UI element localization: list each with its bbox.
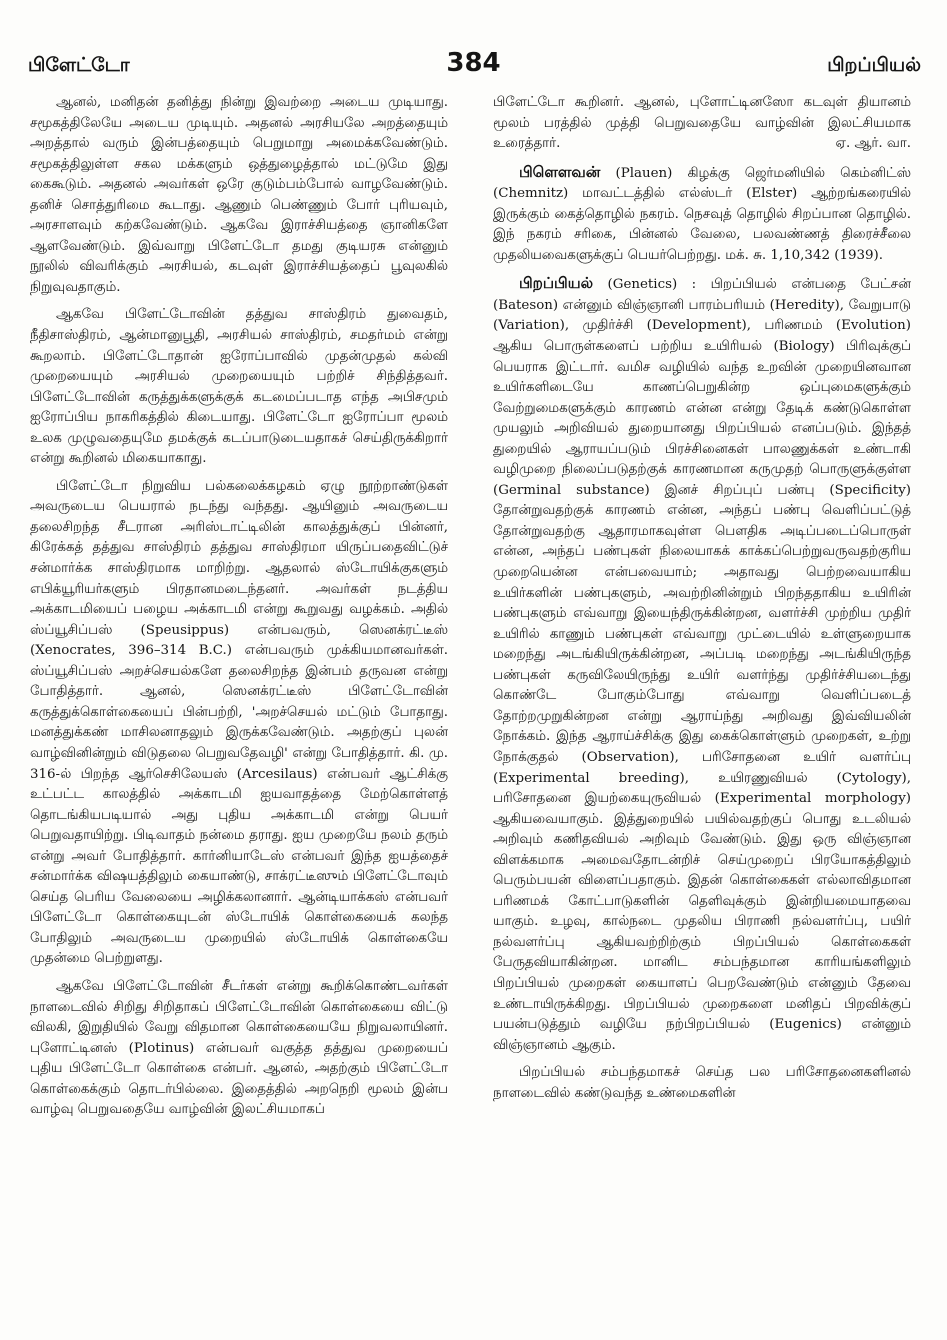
plauen-entry	[493, 162, 911, 267]
running-head-left: பிளேட்டோ	[28, 54, 130, 76]
plato-paragraph-4: ஆகவே பிளேட்டோவின் சீடர்கள் என்று கூறிக்கொண்டவர்கள் நாளடைவில் சிறிது சிறிதாகப் பிளேட்டோவின் கொள்கையை விட்டு விலகி, இறுதியில் வேறு விதமான கொள்கையையே நிறுவலாயினர். புளோட்டினஸ் (Plotinus) என்பவர் வகுத்த தத்துவ முறையைப் புதிய பிளேட்டோ கொள்கை என்பர். ஆனல், அதற்கும் பிளேட்டோ கொள்கைக்கும் தொடர்பில்லை. இதைத்தில் அறநெறி மூலம் இன்ப வாழ்வு பெறுவதையே வாழ்வின் இலட்சியமாகப்	[30, 978, 448, 1118]
plato-paragraph-3: பிளேட்டோ நிறுவிய பல்கலைக்கழகம் ஏழு நூற்றாண்டுகள் அவருடைய பெயரால் நடந்து வந்தது. ஆயினும் அவருடைய தலைசிறந்த சீடரான அரிஸ்டாட்டிலின் காலத்துக்குப் பின்னர், கிரேக்கத் தத்துவ சாஸ்திரம் தத்துவ சாஸ்திரமா யிருப்பதைவிட்டுச் சன்மார்க்க சாஸ்திரமாக மாறிற்று. ஆதலால் ஸ்டோயிக்குகளும் எபிக்யூரியர்களும் பிரதானமடைந்தனர். அவர்கள் நடத்திய அக்காடமியைப் பழைய அக்காடமி என்று கூறுவது வழக்கம். அதில் ஸ்ப்யூசிப்பஸ் (Speusippus) என்பவரும், ஸெனக்ரட்டீஸ் (Xenocrates, 396–314 B.C.) என்பவரும் முக்கியமானவர்கள். ஸ்ப்யூசிப்பஸ் அறச்செயல்களே தலைசிறந்த இன்பம் தருவன என்று போதித்தார். ஆனல், ஸெனக்ரட்டீஸ் பிளேட்டோவின் கருத்துக்கொள்கையைப் பின்பற்றி, 'அறச்செயல் மட்டும் போதாது. மனத்துக்கண் மாசிலனாதலும் இருக்கவேண்டும். அதற்குப் புலன் வாழ்வினின்றும் விடுதலை பெறுவதேவழி' என்று போதித்தார். கி. மு. 316-ல் பிறந்த ஆர்செசிலேயஸ் (Arcesilaus) என்பவர் ஆட்சிக்கு உட்பட்ட காலத்தில் அக்காடமி ஐயவாதத்தை மேற்கொள்ளத் தொடங்கியபடியால் அது புதிய அக்காடமி என்று பெயர் பெறுவதாயிற்று. பிடிவாதம் நன்மை தராது. ஐய முறையே நலம் தரும் என்று அவர் போதித்தார். கார்னியாடேஸ் என்பவர் இந்த ஐயத்தைச் சன்மார்க்க விஷயத்திலும் கையாண்டு, சாக்ரட்டீஸும் பிளேட்டோவும் செய்த பெரிய வேலையை அழிக்கலானார். ஆன்டியாக்கஸ் என்பவர் பிளேட்டோ கொள்கையுடன் ஸ்டோயிக் கொள்கையைக் கலந்த போதிலும் அவருடைய முறையில் ஸ்டோயிக் கொள்கையே முதன்மை பெற்றுளது.	[30, 478, 448, 967]
running-head-right: பிறப்பியல்	[827, 54, 921, 76]
plato-continuation-text: பிளேட்டோ கூறினர். ஆனல், புளோட்டினஸோ கடவுள் தியானம் மூலம் பரத்தில் முத்தி பெறுவதையே வாழ்வின் இலட்சியமாக உரைத்தார்.	[493, 95, 911, 152]
genetics-body: (Genetics) : பிறப்பியல் என்பதை பேட்சன் (Bateson) என்னும் விஞ்ஞானி பாரம்பரியம் (Heredity), வேறுபாடு (Variation), முதிர்ச்சி (Development), பரிணமம் (Evolution) ஆகிய பொருள்களைப் பற்றிய உயிரியல் (Biology) பிரிவுக்குப் பெயராக இட்டார். வமிச வழியில் வந்த உறவின் முறையினவான உயிர்களிடையே காணப்பெறுகின்ற ஒப்புமைகளுக்கும் வேற்றுமைகளுக்கும் காரணம் என்ன என்று தேடிக் கண்டுகொள்ள முயலும் அறிவியல் துறையானது பிறப்பியல் எனப்படும். இந்தத் துறையில் ஆராயப்படும் பிரச்சினைகள் பாலணுக்கள் உண்டாகி வழிமுறை நிலைப்படுதற்குக் காரணமான கருமுதற் பொருளுக்குள்ள (Germinal substance) இனச் சிறப்புப் பண்பு (Specificity) தோன்றுவதற்குக் காரணம் என்ன, அந்தப் பண்பு வெளிப்பட்டுத் தோன்றுவதற்கு ஆதாரமாகவுள்ள பௌதிக அடிப்படைப்பொருள் என்ன, அந்தப் பண்புகள் நிலையாகக் காக்கப்பெற்றுவருவதற்குரிய முறையென்ன என்பவையாம்; அதாவது பெற்றவையாகிய உயிர்களின் பண்புகளும், அவற்றினின்றும் பிறந்ததாகிய உயிரின் பண்புகளும் எவ்வாறு இயைந்திருக்கின்றன, வளர்ச்சி முற்றிய முதிர் உயிரில் காணும் பண்புகள் எவ்வாறு முட்டையில் உள்ளுறையாக மறைந்து அடங்கியிருக்கின்றன, அப்படி மறைந்து அடங்கியிருந்த பண்புகள் கருவிலேயிருந்து உயிர் வளர்ந்து முதிர்ச்சியடைந்து கொண்டே போகும்போது எவ்வாறு வெளிப்படைத் தோற்றமுறுகின்றன என்று ஆராய்ந்து அறிவது இவ்வியலின் நோக்கம். இந்த ஆராய்ச்சிக்கு இது கைக்கொள்ளும் முறைகள், உற்று நோக்குதல் (Observation), பரிசோதனை உயிர் வளர்ப்பு (Experimental breeding), உயிரணுவியல் (Cytology), பரிசோதனை இயற்கையுருவியல் (Experimental morphology) ஆகியவையாகும். இத்துறையில் பயில்வதற்குப் பொது உடலியல் அறிவும் கணிதவியல் அறிவும் வேண்டும். இது ஒரு விஞ்ஞான விளக்கமாக அமைவதோடன்றிச் செய்முறைப் பிரயோகத்திலும் பெரும்பயன் விளைப்பதாகும். இதன் கொள்கைகள் எல்லாவிதமான பரிணமக் கோட்பாடுகளின் தெளிவுக்கும் இன்றியமையாதவை யாகும். உழவு, கால்நடை முதலிய பிராணி நல்வளர்ப்பு, பயிர் நல்வளர்ப்பு ஆகியவற்றிற்கும் பிறப்பியல் கொள்கைகள் பேருதவியாகின்றன. மானிட சம்பந்தமான காரியங்களிலும் பிறப்பியல் முறைகள் கையாளப் பெறவேண்டும் என்னும் தேவை உண்டாயிருக்கிறது. பிறப்பியல் முறைகளை மனிதப் பிறவிக்குப் பயன்படுத்தும் வழியே நற்பிறப்பியல் (Eugenics) என்னும் விஞ்ஞானம் ஆகும்.	[493, 277, 911, 1053]
page-header	[0, 0, 947, 84]
plauen-headword: பிளெளவன்	[519, 162, 601, 181]
genetics-headword: பிறப்பியல்	[519, 274, 594, 293]
page-number: 384	[446, 48, 501, 78]
left-column	[30, 93, 448, 1128]
genetics-paragraph-2: பிறப்பியல் சம்பந்தமாகச் செய்த பல பரிசோதனைகளினல் நாளடைவில் கண்டுவந்த உண்மைகளின்	[493, 1065, 911, 1101]
plato-paragraph-2: ஆகவே பிளேட்டோவின் தத்துவ சாஸ்திரம் துவைதம், நீதிசாஸ்திரம், ஆன்மானுபூதி, அரசியல் சாஸ்திரம், சமதர்மம் என்று கூறலாம். பிளேட்டோதான் ஐரோப்பாவில் முதன்முதல் கல்வி முறையையும் அரசியல் முறையையும் பற்றிச் சிந்தித்தவர். பிளேட்டோவின் கருத்துக்களுக்குக் கடமைப்படாத எந்த அபிசமும் ஐரோப்பிய நாகரிகத்தில் கிடையாது. பிளேட்டோ ஐரோப்பா மூலம் உலக முழுவதையுமே தமக்குக் கடப்பாடுடையதாகச் செய்திருக்கிறார் என்று கூறினல் மிகையாகாது.	[30, 307, 448, 467]
right-column	[493, 93, 911, 1111]
plato-continuation	[493, 93, 911, 155]
plato-paragraph-1: ஆனல், மனிதன் தனித்து நின்று இவற்றை அடைய முடியாது. சமூகத்திலேயே அடைய முடியும். அதனல் அரசியலே அறத்தையும் அறத்தால் வரும் இன்பத்தையும் பெறுமாறு அமைக்கவேண்டும். சமூகத்திலுள்ள சகல மக்களும் ஒத்துழைத்தால் மட்டுமே இது கைகூடும். அதனல் அவர்கள் ஒரே குடும்பம்போல் வாழவேண்டும். தனிச் சொத்துரிமை கூடாது. ஆணும் பெண்ணும் போர் புரியவும், அரசாளவும் கற்கவேண்டும். ஆகவே இராச்சியத்தை ஞானிகளே ஆளவேண்டும். இவ்வாறு பிளேட்டோ தமது குடியரசு என்னும் நூலில் விவரிக்கும் அரசியல், கடவுள் இராச்சியத்தைப் பூவுலகில் நிறுவுவதாகும்.	[30, 95, 448, 295]
genetics-entry	[493, 273, 911, 1056]
author-signature: ஏ. ஆர். வா.	[835, 136, 911, 152]
plauen-body: (Plauen) கிழக்கு ஜெர்மனியில் கெம்னிட்ஸ் (Chemnitz) மாவட்டத்தில் எல்ஸ்டர் (Elster) ஆற்றங்கரையில் இருக்கும் கைத்தொழில் நகரம். நெசவுத் தொழில் சிறப்பான தொழில். இந் நகரம் சரிகை, பின்னல் வேலை, பலவண்ணத் திரைச்சீலை முதலியவைகளுக்குப் பெயர்பெற்றது. மக். சு. 1,10,342 (1939).	[493, 165, 911, 263]
